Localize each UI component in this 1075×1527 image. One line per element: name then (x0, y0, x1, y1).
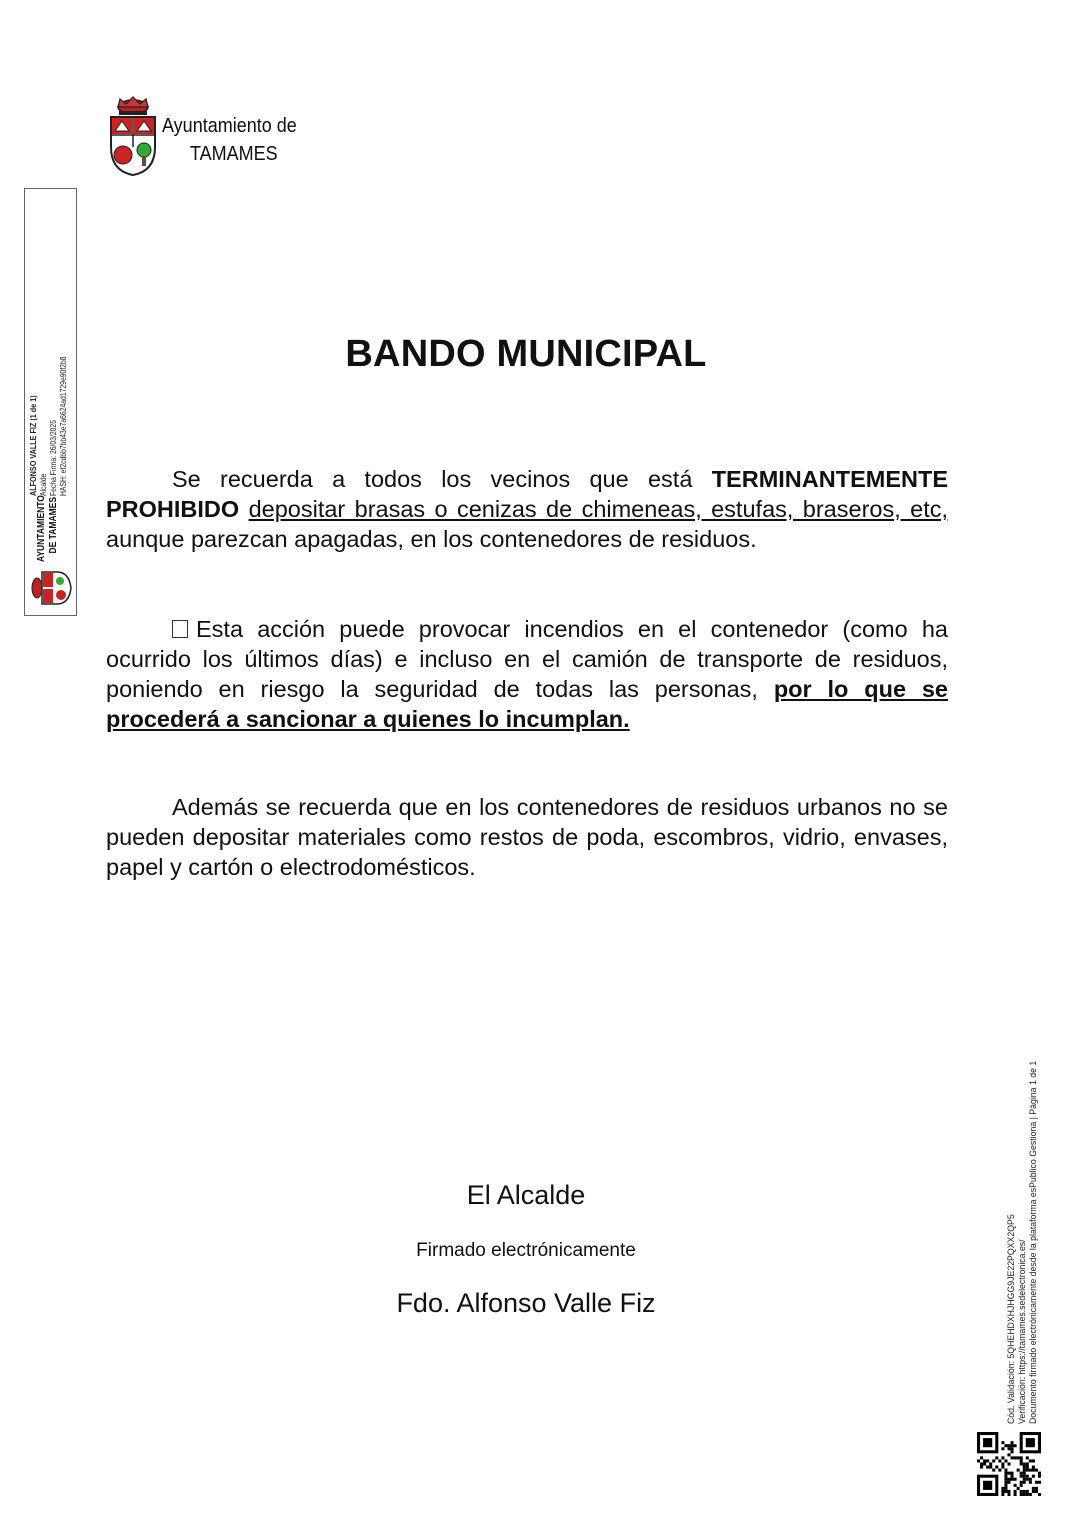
paragraph2-text1: Esta acción puede provocar incendios en el contenedor (como ha ocurrido los últimos días) e incluso en el camión de transporte de residuos, poniendo en riesgo la seguridad de todas las personas, (106, 616, 948, 702)
stamp-org-line2: DE TAMAMES (47, 496, 59, 554)
stamp-org-name (36, 495, 60, 562)
paragraph-warning (106, 614, 948, 734)
stamp-org-line1: AYUNTAMIENTO (35, 495, 47, 562)
signature-role: El Alcalde (466, 1180, 586, 1210)
paragraph1-text1: Se recuerda a todos los vecinos que está (172, 466, 712, 492)
paragraph1-underlined: depositar brasas o cenizas de chimeneas, estufas, braseros, etc, (248, 496, 949, 522)
platform-note: Documento firmado electrónicamente desde la plataforma esPublico Gestiona | Página 1 de 1 (1028, 1060, 1039, 1424)
signature-name: Fdo. Alfonso Valle Fiz (396, 1288, 656, 1318)
validation-stamp (1002, 950, 1054, 1428)
signature-note: Firmado electrónicamente (416, 1240, 636, 1261)
paragraph-prohibition (106, 464, 948, 554)
paragraph3-text1: Además se recuerda que en los contenedores de residuos urbanos no se pueden depositar materiales como restos de poda, escombros, vidrio, envases, papel y cartón o electrodomésticos. (106, 794, 948, 880)
org-name (162, 112, 312, 168)
validation-code: Cód. Validación: 5QHEHDXHJHGG9JE22PQXX2QP5 (1006, 1214, 1017, 1424)
stamp-date: Fecha Firma: 26/03/2025 (48, 420, 58, 496)
org-name-line2: TAMAMES (190, 143, 278, 165)
stamp-role: Alcalde (38, 473, 48, 496)
paragraph1-text3: aunque parezcan apagadas, en los contenedores de residuos. (106, 526, 757, 552)
paragraph1-bold: TERMINANTEMENTE PROHIBIDO (106, 466, 948, 522)
stamp-signer: ALFONSO VALLE FIZ (1 de 1) (27, 395, 38, 496)
qr-code-icon (977, 1432, 1041, 1496)
coat-of-arms-icon (108, 95, 158, 177)
verification-link[interactable]: Verificación: https://tamames.sedelectronica.es/ (1017, 1239, 1028, 1424)
org-name-line1: Ayuntamiento de (162, 115, 297, 137)
paragraph1-text2 (239, 496, 248, 522)
stamp-hash: HASH: ef2cdbb7bb43e7a6624ad1729e90f2b8 (58, 356, 68, 496)
signature-stamp (24, 188, 77, 616)
stamp-info (28, 356, 69, 496)
checkbox-icon (172, 620, 188, 638)
page-title: BANDO MUNICIPAL (345, 333, 707, 375)
paragraph-materials (106, 792, 948, 882)
coat-of-arms-icon (29, 566, 73, 610)
paragraph2-bold-underlined: por lo que se procederá a sancionar a quienes lo incumplan. (106, 676, 948, 732)
